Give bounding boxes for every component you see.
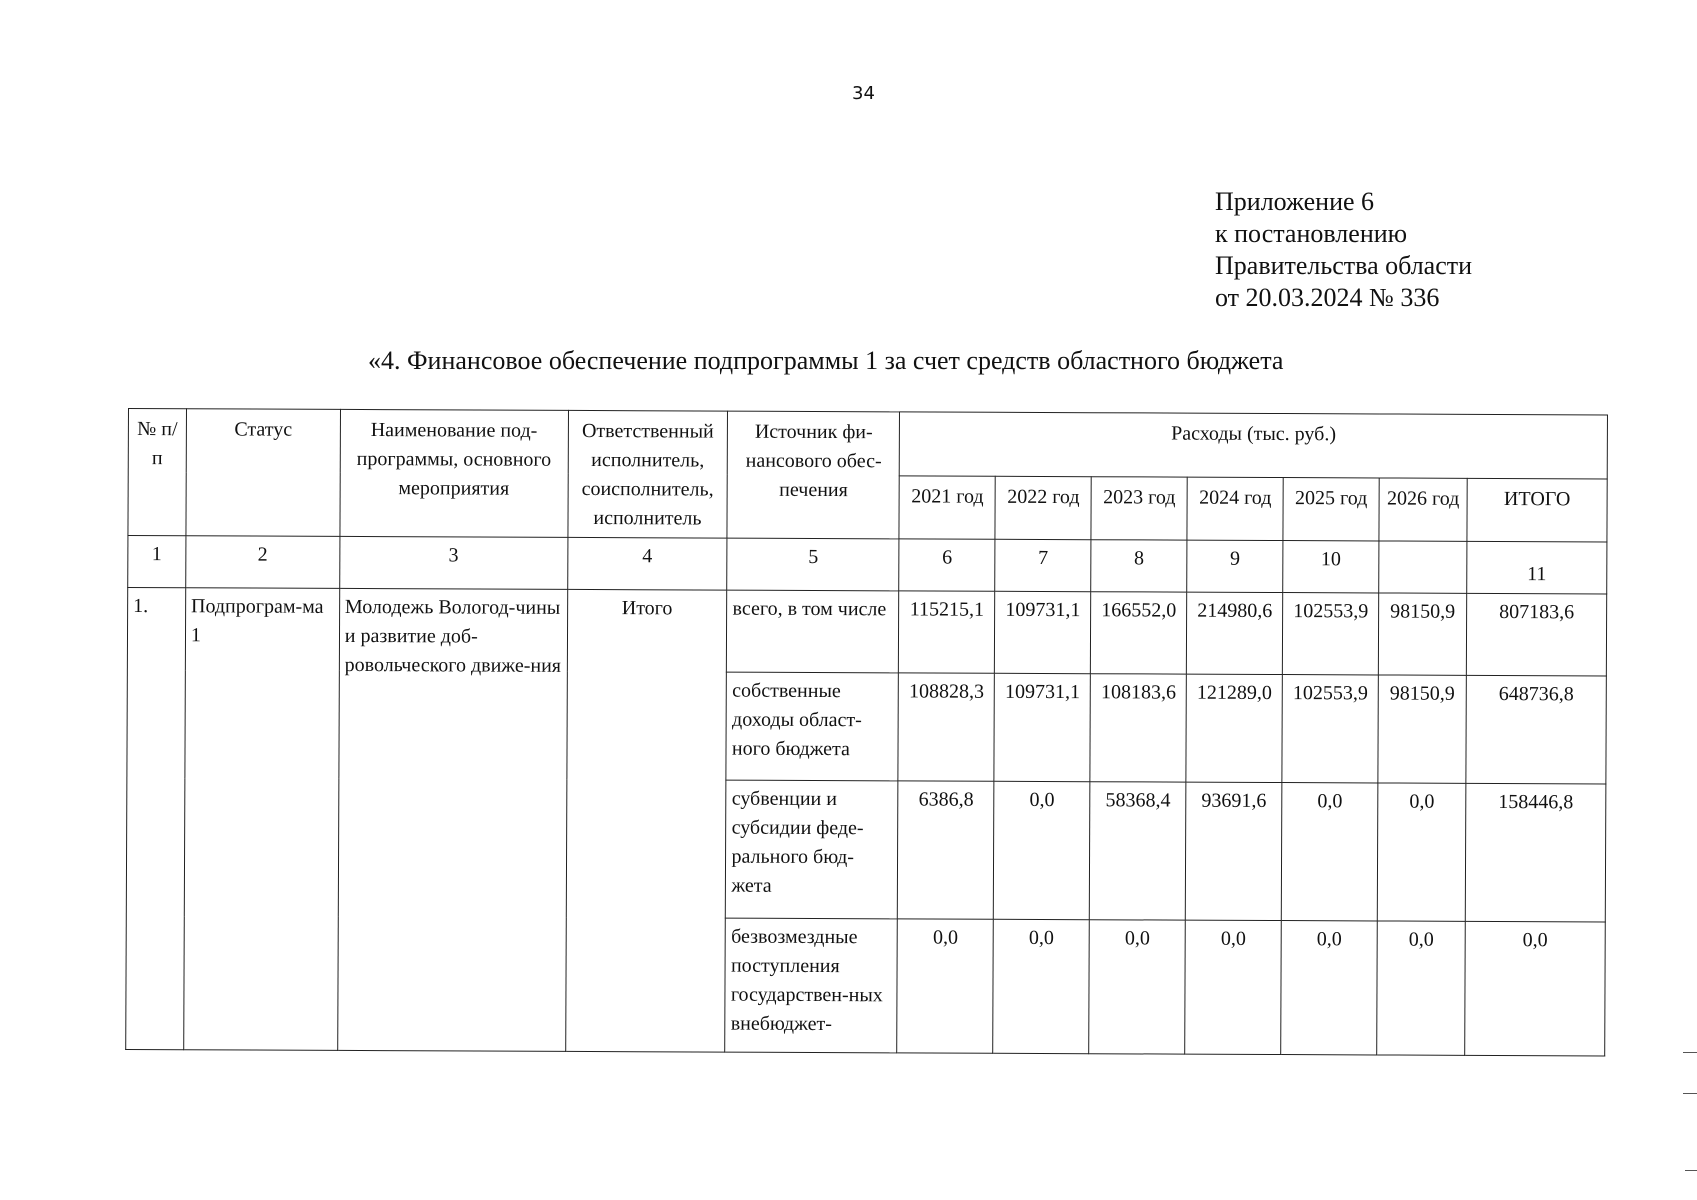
value-cell: 102553,9 — [1282, 593, 1378, 675]
value-cell: 109731,1 — [994, 673, 1090, 781]
source-label: субвенции и субсидии феде-рального бюд-жета — [726, 780, 898, 919]
value-cell-total: 158446,8 — [1465, 783, 1606, 922]
table-row — [127, 588, 1606, 676]
value-cell: 58368,4 — [1090, 782, 1187, 920]
value-cell: 0,0 — [994, 781, 1091, 919]
value-cell-total: 648736,8 — [1466, 675, 1606, 784]
column-number: 1 — [128, 536, 186, 588]
source-label: собственные доходы област-ного бюджета — [726, 672, 898, 781]
value-cell: 0,0 — [993, 919, 1090, 1053]
scan-edge-mark — [1683, 1052, 1697, 1094]
value-cell: 166552,0 — [1091, 592, 1187, 674]
row-responsible: Итого — [565, 589, 727, 1052]
header-source: Источник фи-нансового обес-печения — [727, 411, 899, 539]
value-cell: 214980,6 — [1187, 592, 1283, 674]
appendix-block — [1215, 186, 1472, 314]
source-label: безвозмездные поступления государствен-ных внебюджет- — [725, 918, 897, 1053]
value-cell: 108183,6 — [1090, 674, 1186, 782]
financing-table — [125, 408, 1608, 1056]
header-name: Наименование под-программы, основного мероприятия — [340, 409, 568, 537]
header-row — [128, 409, 1607, 479]
column-number: 7 — [995, 539, 1091, 591]
appendix-line: от 20.03.2024 № 336 — [1215, 283, 1440, 312]
value-cell: 98150,9 — [1378, 593, 1466, 675]
value-cell: 115215,1 — [899, 591, 995, 673]
row-number: 1. — [126, 588, 186, 1050]
column-numbering-row — [128, 536, 1607, 594]
row-name: Молодежь Вологод-чины и развитие доб-ровольческого движе-ния — [337, 588, 567, 1051]
value-cell: 0,0 — [1281, 783, 1378, 921]
appendix-line: Правительства области — [1215, 251, 1473, 280]
value-cell: 0,0 — [1089, 920, 1186, 1054]
document-title: «4. Финансовое обеспечение подпрограммы 1 за счет средств областного бюджета — [368, 346, 1284, 375]
value-cell: 102553,9 — [1282, 675, 1378, 783]
value-cell: 98150,9 — [1378, 675, 1466, 783]
header-year: 2024 год — [1187, 477, 1283, 541]
column-number: 5 — [727, 538, 899, 591]
header-no: № п/п — [128, 409, 186, 536]
value-cell: 121289,0 — [1186, 674, 1282, 782]
header-year: 2023 год — [1091, 476, 1187, 540]
column-number: 11 — [1467, 541, 1607, 594]
header-responsible: Ответственный исполнитель, соисполнитель, исполнитель — [567, 410, 727, 538]
column-number — [1379, 541, 1467, 593]
header-year: 2025 год — [1283, 477, 1379, 541]
header-status: Статус — [186, 409, 340, 537]
value-cell: 0,0 — [1377, 921, 1466, 1055]
column-number: 4 — [567, 537, 727, 590]
value-cell: 6386,8 — [898, 781, 995, 919]
column-number: 6 — [899, 539, 995, 591]
column-number: 3 — [340, 536, 568, 589]
column-number: 2 — [186, 536, 340, 589]
header-expenses: Расходы (тыс. руб.) — [900, 412, 1608, 479]
value-cell: 108828,3 — [898, 673, 994, 781]
column-number: 9 — [1187, 540, 1283, 592]
header-year: 2026 год — [1379, 477, 1467, 541]
value-cell: 0,0 — [1281, 921, 1378, 1055]
column-number: 8 — [1091, 540, 1187, 592]
scan-edge-mark — [1685, 1170, 1697, 1171]
source-label: всего, в том числе — [727, 590, 899, 673]
header-year: 2022 год — [995, 476, 1091, 540]
appendix-line: Приложение 6 — [1215, 187, 1375, 216]
row-status: Подпрограм-ма 1 — [184, 588, 340, 1051]
value-cell: 0,0 — [897, 919, 994, 1053]
value-cell: 0,0 — [1377, 783, 1466, 921]
header-total: ИТОГО — [1467, 478, 1607, 542]
value-cell-total: 0,0 — [1465, 921, 1606, 1056]
column-number: 10 — [1283, 541, 1379, 593]
header-year: 2021 год — [899, 475, 995, 539]
value-cell: 109731,1 — [995, 591, 1091, 673]
value-cell: 93691,6 — [1185, 782, 1282, 920]
page-number: 34 — [852, 83, 875, 104]
value-cell-total: 807183,6 — [1466, 593, 1606, 676]
value-cell: 0,0 — [1185, 920, 1282, 1054]
appendix-line: к постановлению — [1215, 219, 1408, 248]
